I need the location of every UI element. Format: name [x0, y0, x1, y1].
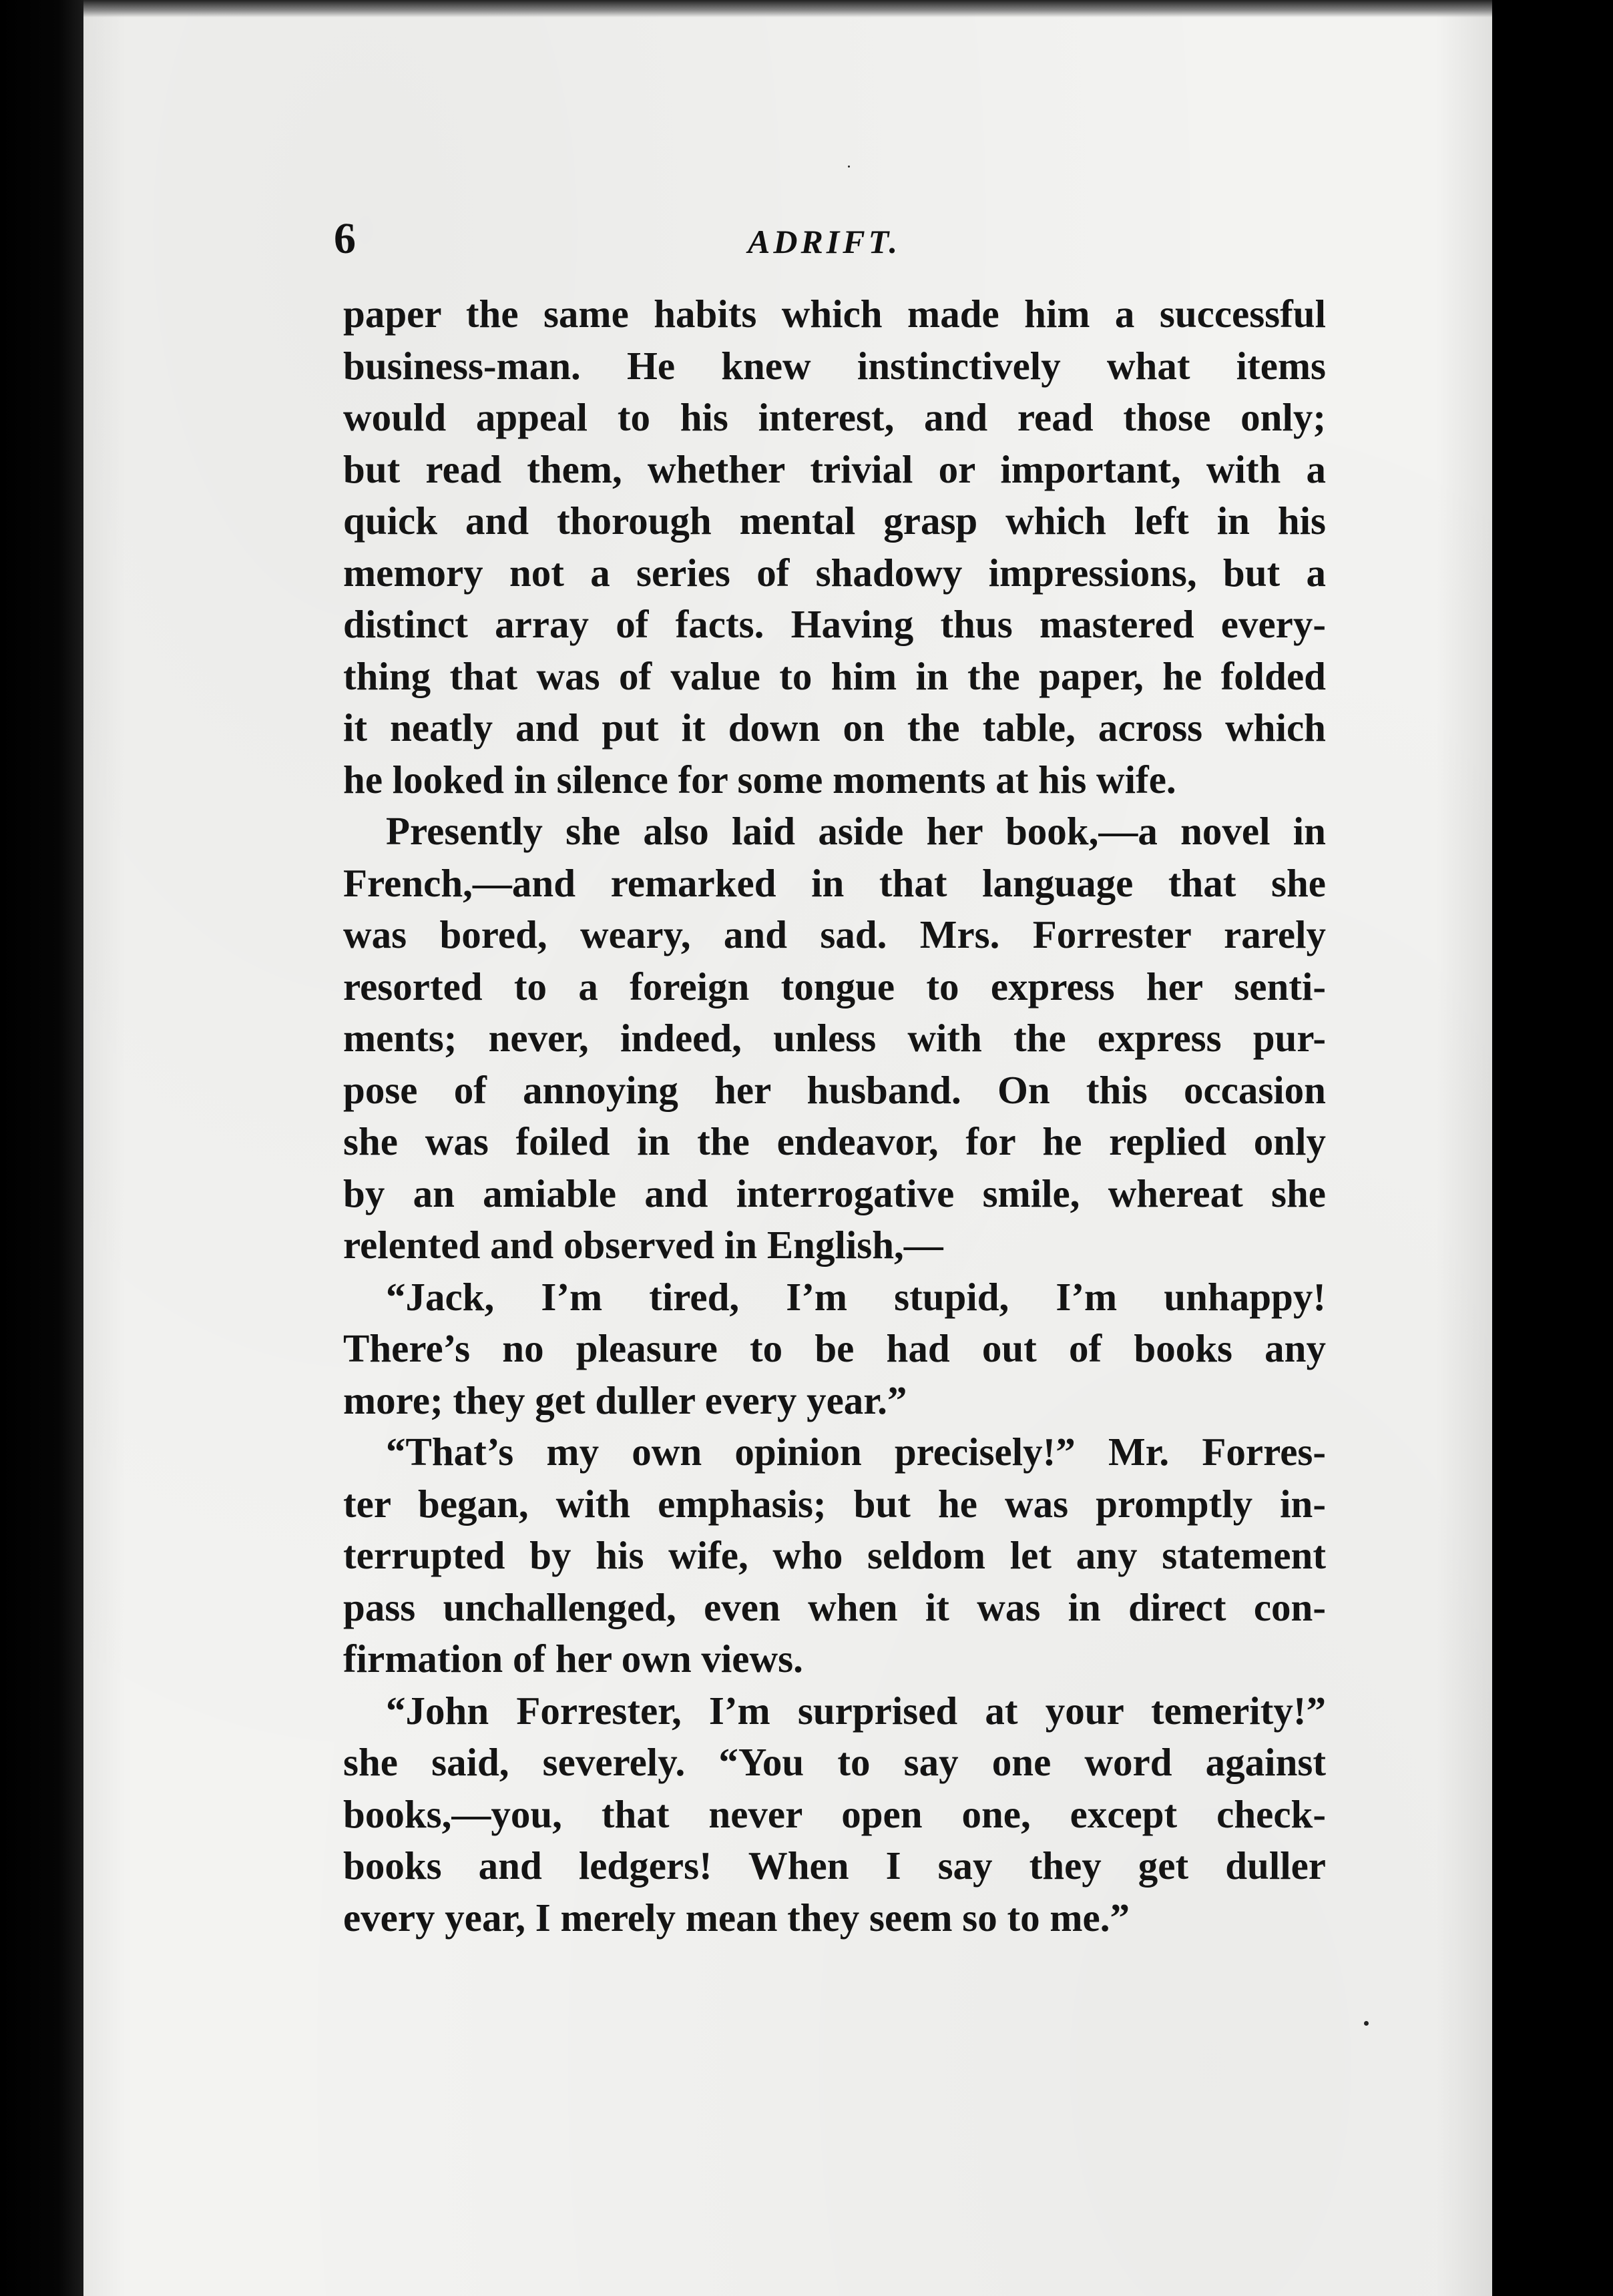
text-line: but read them, whether trivial or important, with a [343, 447, 1326, 491]
text-line: ments; never, indeed, unless with the express pur- [343, 1016, 1326, 1060]
body-text [343, 288, 1326, 1944]
text-line: resorted to a foreign tongue to express her senti- [343, 964, 1326, 1009]
text-line: pose of annoying her husband. On this occasion [343, 1067, 1326, 1112]
text-line: pass unchallenged, even when it was in direct con- [343, 1585, 1326, 1629]
text-line: There’s no pleasure to be had out of books any [343, 1326, 1326, 1370]
text-line: “That’s my own opinion precisely!” Mr. Forres- [386, 1430, 1326, 1474]
text-line: books and ledgers! When I say they get duller [343, 1843, 1326, 1888]
text-line: relented and observed in English,— [343, 1223, 943, 1267]
text-line: she was foiled in the endeavor, for he replied only [343, 1119, 1326, 1163]
text-line: every year, I merely mean they seem so to me.” [343, 1895, 1130, 1940]
text-line: French,—and remarked in that language that she [343, 860, 1326, 905]
scan-left-border [0, 0, 83, 2296]
gutter-speck [1528, 1047, 1534, 1056]
text-line: more; they get duller every year.” [343, 1378, 907, 1422]
ink-speck [1364, 2021, 1369, 2026]
text-line: would appeal to his interest, and read those only; [343, 395, 1326, 439]
paragraph [343, 1685, 1326, 1944]
text-line: terrupted by his wife, who seldom let any statement [343, 1533, 1326, 1577]
text-line: was bored, weary, and sad. Mrs. Forrester rarely [343, 912, 1326, 956]
text-line: paper the same habits which made him a successful [343, 292, 1326, 336]
paragraph [343, 1271, 1326, 1427]
running-title: ADRIFT. [748, 223, 901, 260]
book-gutter [1492, 0, 1613, 2296]
ink-speck [848, 166, 850, 168]
text-line: distinct array of facts. Having thus mastered every- [343, 602, 1326, 646]
text-line: “Jack, I’m tired, I’m stupid, I’m unhappy! [386, 1274, 1326, 1319]
running-head [334, 212, 1509, 266]
text-line: memory not a series of shadowy impressions, but a [343, 550, 1326, 595]
paragraph [343, 806, 1326, 1271]
text-line: “John Forrester, I’m surprised at your temerity!” [386, 1688, 1326, 1733]
text-line: firmation of her own views. [343, 1637, 803, 1681]
text-line: books,—you, that never open one, except check- [343, 1791, 1326, 1836]
text-line: she said, severely. “You to say one word against [343, 1740, 1326, 1784]
text-line: ter began, with emphasis; but he was promptly in- [343, 1481, 1326, 1526]
paragraph [343, 288, 1326, 806]
text-line: quick and thorough mental grasp which left in his [343, 499, 1326, 543]
gutter-speck [1524, 204, 1530, 213]
text-line: thing that was of value to him in the paper, he folded [343, 653, 1326, 698]
paragraph [343, 1426, 1326, 1685]
text-line: business-man. He knew instinctively what items [343, 343, 1326, 388]
text-line: by an amiable and interrogative smile, whereat she [343, 1171, 1326, 1215]
text-line: he looked in silence for some moments at his wife. [343, 757, 1176, 802]
page-number: 6 [334, 214, 356, 263]
text-line: it neatly and put it down on the table, across which [343, 705, 1326, 750]
text-line: Presently she also laid aside her book,—a novel in [386, 809, 1326, 853]
page-top-edge-shadow [83, 0, 1492, 17]
